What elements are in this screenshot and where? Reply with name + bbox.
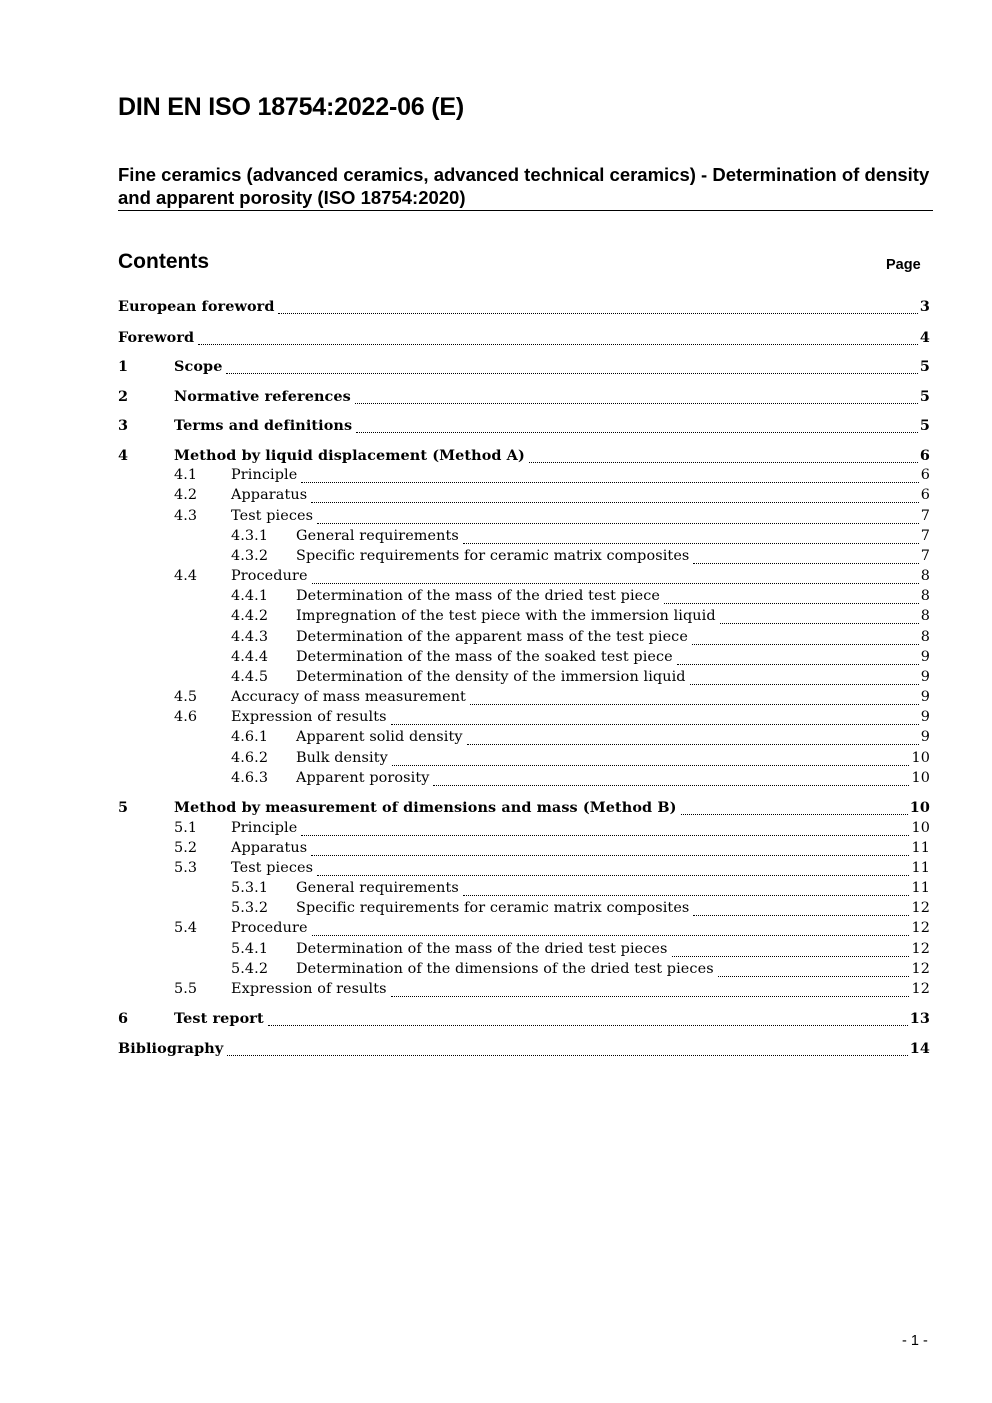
document-id: DIN EN ISO 18754:2022-06 (E) <box>118 93 464 121</box>
toc-entry-title: Procedure <box>231 568 308 584</box>
toc-entry-number: 1 <box>118 358 129 375</box>
toc-entry-page: 12 <box>911 981 930 997</box>
toc-entry[interactable] <box>118 508 930 528</box>
toc-entry-number: 4.4.2 <box>231 608 269 624</box>
toc-entry-title: Test report <box>174 1010 264 1027</box>
toc-entry-title: Test pieces <box>231 508 314 524</box>
toc-entry-number: 4.5 <box>174 689 198 705</box>
toc-entry-title: Apparent solid density <box>296 729 463 745</box>
toc-dot-leader <box>692 644 919 645</box>
toc-entry-number: 6 <box>118 1010 129 1027</box>
toc-entry-page: 9 <box>920 669 930 685</box>
toc-entry-page: 5 <box>919 388 930 405</box>
toc-entry-number: 5.4.1 <box>231 941 269 957</box>
toc-entry[interactable] <box>118 548 930 568</box>
toc-entry-number: 4.4 <box>174 568 198 584</box>
toc-entry-title: Expression of results <box>231 709 387 725</box>
toc-entry-number: 4.6.2 <box>231 750 269 766</box>
toc-entry-title: Foreword <box>118 329 195 346</box>
toc-entry-page: 11 <box>911 880 930 896</box>
toc-entry-title: Terms and definitions <box>174 417 353 434</box>
toc-entry-title: Principle <box>231 467 298 483</box>
toc-entry-number: 4.4.4 <box>231 649 269 665</box>
toc-entry-title: Expression of results <box>231 981 387 997</box>
toc-entry[interactable] <box>118 941 930 961</box>
toc-entry[interactable] <box>118 329 930 349</box>
toc-entry-number: 4.6.1 <box>231 729 269 745</box>
toc-entry-title: Determination of the apparent mass of the test piece <box>296 629 688 645</box>
toc-dot-leader <box>433 785 909 786</box>
toc-entry-page: 10 <box>909 799 930 816</box>
toc-entry-number: 5.5 <box>174 981 198 997</box>
toc-dot-leader <box>391 996 910 997</box>
toc-entry[interactable] <box>118 689 930 709</box>
toc-dot-leader <box>693 563 918 564</box>
toc-entry[interactable] <box>118 770 930 790</box>
toc-dot-leader <box>529 462 918 463</box>
page-column-label: Page <box>886 257 921 273</box>
toc-entry-page: 10 <box>911 750 930 766</box>
toc-entry[interactable] <box>118 388 930 408</box>
toc-dot-leader <box>301 482 918 483</box>
toc-entry-page: 12 <box>911 900 930 916</box>
toc-dot-leader <box>301 835 909 836</box>
toc-dot-leader <box>672 956 910 957</box>
toc-entry[interactable] <box>118 961 930 981</box>
toc-entry[interactable] <box>118 840 930 860</box>
toc-entry-number: 5.3 <box>174 860 198 876</box>
toc-entry[interactable] <box>118 487 930 507</box>
document-subtitle: Fine ceramics (advanced ceramics, advanced technical ceramics) - Determination of density and apparent porosity (ISO 18754:2020) <box>118 163 933 211</box>
toc-dot-leader <box>463 543 919 544</box>
toc-entry[interactable] <box>118 669 930 689</box>
toc-entry[interactable] <box>118 750 930 770</box>
toc-entry[interactable] <box>118 568 930 588</box>
toc-dot-leader <box>278 313 917 314</box>
toc-entry-number: 4.4.1 <box>231 588 269 604</box>
toc-entry-title: Method by liquid displacement (Method A) <box>174 447 525 464</box>
toc-entry-page: 6 <box>920 467 930 483</box>
toc-entry-page: 3 <box>919 298 930 315</box>
toc-entry[interactable] <box>118 880 930 900</box>
toc-entry-title: Determination of the density of the immersion liquid <box>296 669 686 685</box>
toc-dot-leader <box>693 915 909 916</box>
toc-entry-number: 4.4.5 <box>231 669 269 685</box>
toc-entry[interactable] <box>118 981 930 1001</box>
toc-entry[interactable] <box>118 528 930 548</box>
toc-entry-page: 13 <box>909 1010 930 1027</box>
toc-entry[interactable] <box>118 467 930 487</box>
toc-entry-title: Normative references <box>174 388 351 405</box>
toc-dot-leader <box>226 373 917 374</box>
toc-entry-title: Procedure <box>231 920 308 936</box>
toc-dot-leader <box>681 814 908 815</box>
toc-entry-number: 5.3.2 <box>231 900 269 916</box>
toc-entry-title: Bulk density <box>296 750 388 766</box>
toc-entry[interactable] <box>118 920 930 940</box>
toc-entry[interactable] <box>118 588 930 608</box>
toc-entry-page: 4 <box>919 329 930 346</box>
toc-entry[interactable] <box>118 447 930 467</box>
toc-entry-page: 5 <box>919 417 930 434</box>
toc-entry-page: 6 <box>919 447 930 464</box>
toc-dot-leader <box>311 855 909 856</box>
toc-entry[interactable] <box>118 799 930 819</box>
toc-entry-page: 5 <box>919 358 930 375</box>
toc-dot-leader <box>470 704 919 705</box>
toc-entry-page: 10 <box>911 770 930 786</box>
toc-entry-page: 8 <box>920 629 930 645</box>
toc-entry-number: 4.2 <box>174 487 198 503</box>
toc-entry-number: 4.3.1 <box>231 528 269 544</box>
toc-dot-leader <box>392 765 910 766</box>
toc-entry-title: Determination of the mass of the dried test pieces <box>296 941 668 957</box>
toc-entry-title: Specific requirements for ceramic matrix composites <box>296 900 690 916</box>
toc-entry[interactable] <box>118 629 930 649</box>
toc-entry-title: General requirements <box>296 880 459 896</box>
toc-entry-number: 5.4.2 <box>231 961 269 977</box>
toc-entry-page: 12 <box>911 961 930 977</box>
toc-dot-leader <box>312 583 919 584</box>
toc-entry-title: Apparent porosity <box>296 770 430 786</box>
toc-entry-title: General requirements <box>296 528 459 544</box>
toc-entry[interactable] <box>118 709 930 729</box>
toc-entry-title: Scope <box>174 358 223 375</box>
toc-entry-title: Test pieces <box>231 860 314 876</box>
toc-entry-number: 5.2 <box>174 840 198 856</box>
toc-entry[interactable] <box>118 298 930 318</box>
toc-dot-leader <box>198 344 918 345</box>
toc-entry-page: 7 <box>920 508 930 524</box>
toc-entry[interactable] <box>118 608 930 628</box>
toc-entry-number: 4.4.3 <box>231 629 269 645</box>
toc-entry-title: Impregnation of the test piece with the immersion liquid <box>296 608 716 624</box>
toc-entry-page: 10 <box>911 820 930 836</box>
toc-dot-leader <box>227 1055 907 1056</box>
toc-entry-title: Determination of the mass of the soaked test piece <box>296 649 673 665</box>
toc-entry-page: 8 <box>920 568 930 584</box>
page-number-footer: - 1 - <box>902 1333 928 1349</box>
toc-entry-title: Method by measurement of dimensions and mass (Method B) <box>174 799 677 816</box>
toc-entry-number: 5.1 <box>174 820 198 836</box>
toc-dot-leader <box>718 976 910 977</box>
toc-entry-number: 4.3.2 <box>231 548 269 564</box>
toc-dot-leader <box>677 664 919 665</box>
toc-dot-leader <box>355 403 918 404</box>
toc-entry[interactable] <box>118 417 930 437</box>
toc-entry-number: 4.6 <box>174 709 198 725</box>
toc-dot-leader <box>317 875 909 876</box>
toc-entry-page: 9 <box>920 649 930 665</box>
toc-entry-page: 14 <box>909 1040 930 1057</box>
toc-dot-leader <box>317 523 919 524</box>
toc-entry-title: Accuracy of mass measurement <box>231 689 466 705</box>
toc-entry-number: 4 <box>118 447 129 464</box>
toc-entry-page: 7 <box>920 528 930 544</box>
toc-entry-number: 5 <box>118 799 129 816</box>
toc-dot-leader <box>720 623 919 624</box>
toc-entry-page: 11 <box>911 840 930 856</box>
toc-entry-title: Apparatus <box>231 840 308 856</box>
toc-entry-title: Specific requirements for ceramic matrix composites <box>296 548 690 564</box>
toc-dot-leader <box>664 603 919 604</box>
toc-entry-title: Principle <box>231 820 298 836</box>
toc-entry-number: 2 <box>118 388 129 405</box>
toc-entry-title: Determination of the dimensions of the dried test pieces <box>296 961 714 977</box>
toc-dot-leader <box>311 502 919 503</box>
toc-entry-number: 4.6.3 <box>231 770 269 786</box>
toc-dot-leader <box>312 935 910 936</box>
toc-entry-title: Determination of the mass of the dried test piece <box>296 588 661 604</box>
toc-entry[interactable] <box>118 900 930 920</box>
toc-entry-number: 4.3 <box>174 508 198 524</box>
toc-entry[interactable] <box>118 358 930 378</box>
toc-entry-page: 6 <box>920 487 930 503</box>
toc-entry-number: 5.3.1 <box>231 880 269 896</box>
toc-entry-number: 3 <box>118 417 129 434</box>
toc-entry[interactable] <box>118 1040 930 1060</box>
toc-entry[interactable] <box>118 820 930 840</box>
toc-dot-leader <box>391 724 919 725</box>
toc-entry-page: 9 <box>920 709 930 725</box>
toc-entry-page: 7 <box>920 548 930 564</box>
toc-entry-page: 12 <box>911 920 930 936</box>
toc-entry[interactable] <box>118 1010 930 1030</box>
toc-entry-number: 4.1 <box>174 467 198 483</box>
toc-dot-leader <box>690 684 919 685</box>
toc-entry[interactable] <box>118 649 930 669</box>
toc-entry-number: 5.4 <box>174 920 198 936</box>
toc-entry-page: 11 <box>911 860 930 876</box>
toc-entry-page: 9 <box>920 729 930 745</box>
toc-entry-page: 8 <box>920 588 930 604</box>
toc-entry-page: 9 <box>920 689 930 705</box>
toc-dot-leader <box>463 895 910 896</box>
toc-entry[interactable] <box>118 860 930 880</box>
toc-dot-leader <box>356 432 918 433</box>
contents-title: Contents <box>118 250 209 273</box>
toc-dot-leader <box>467 744 919 745</box>
toc-entry-page: 8 <box>920 608 930 624</box>
toc-entry[interactable] <box>118 729 930 749</box>
toc-entry-title: European foreword <box>118 298 275 315</box>
toc-entry-title: Bibliography <box>118 1040 224 1057</box>
toc-dot-leader <box>268 1025 908 1026</box>
toc-entry-page: 12 <box>911 941 930 957</box>
toc-entry-title: Apparatus <box>231 487 308 503</box>
